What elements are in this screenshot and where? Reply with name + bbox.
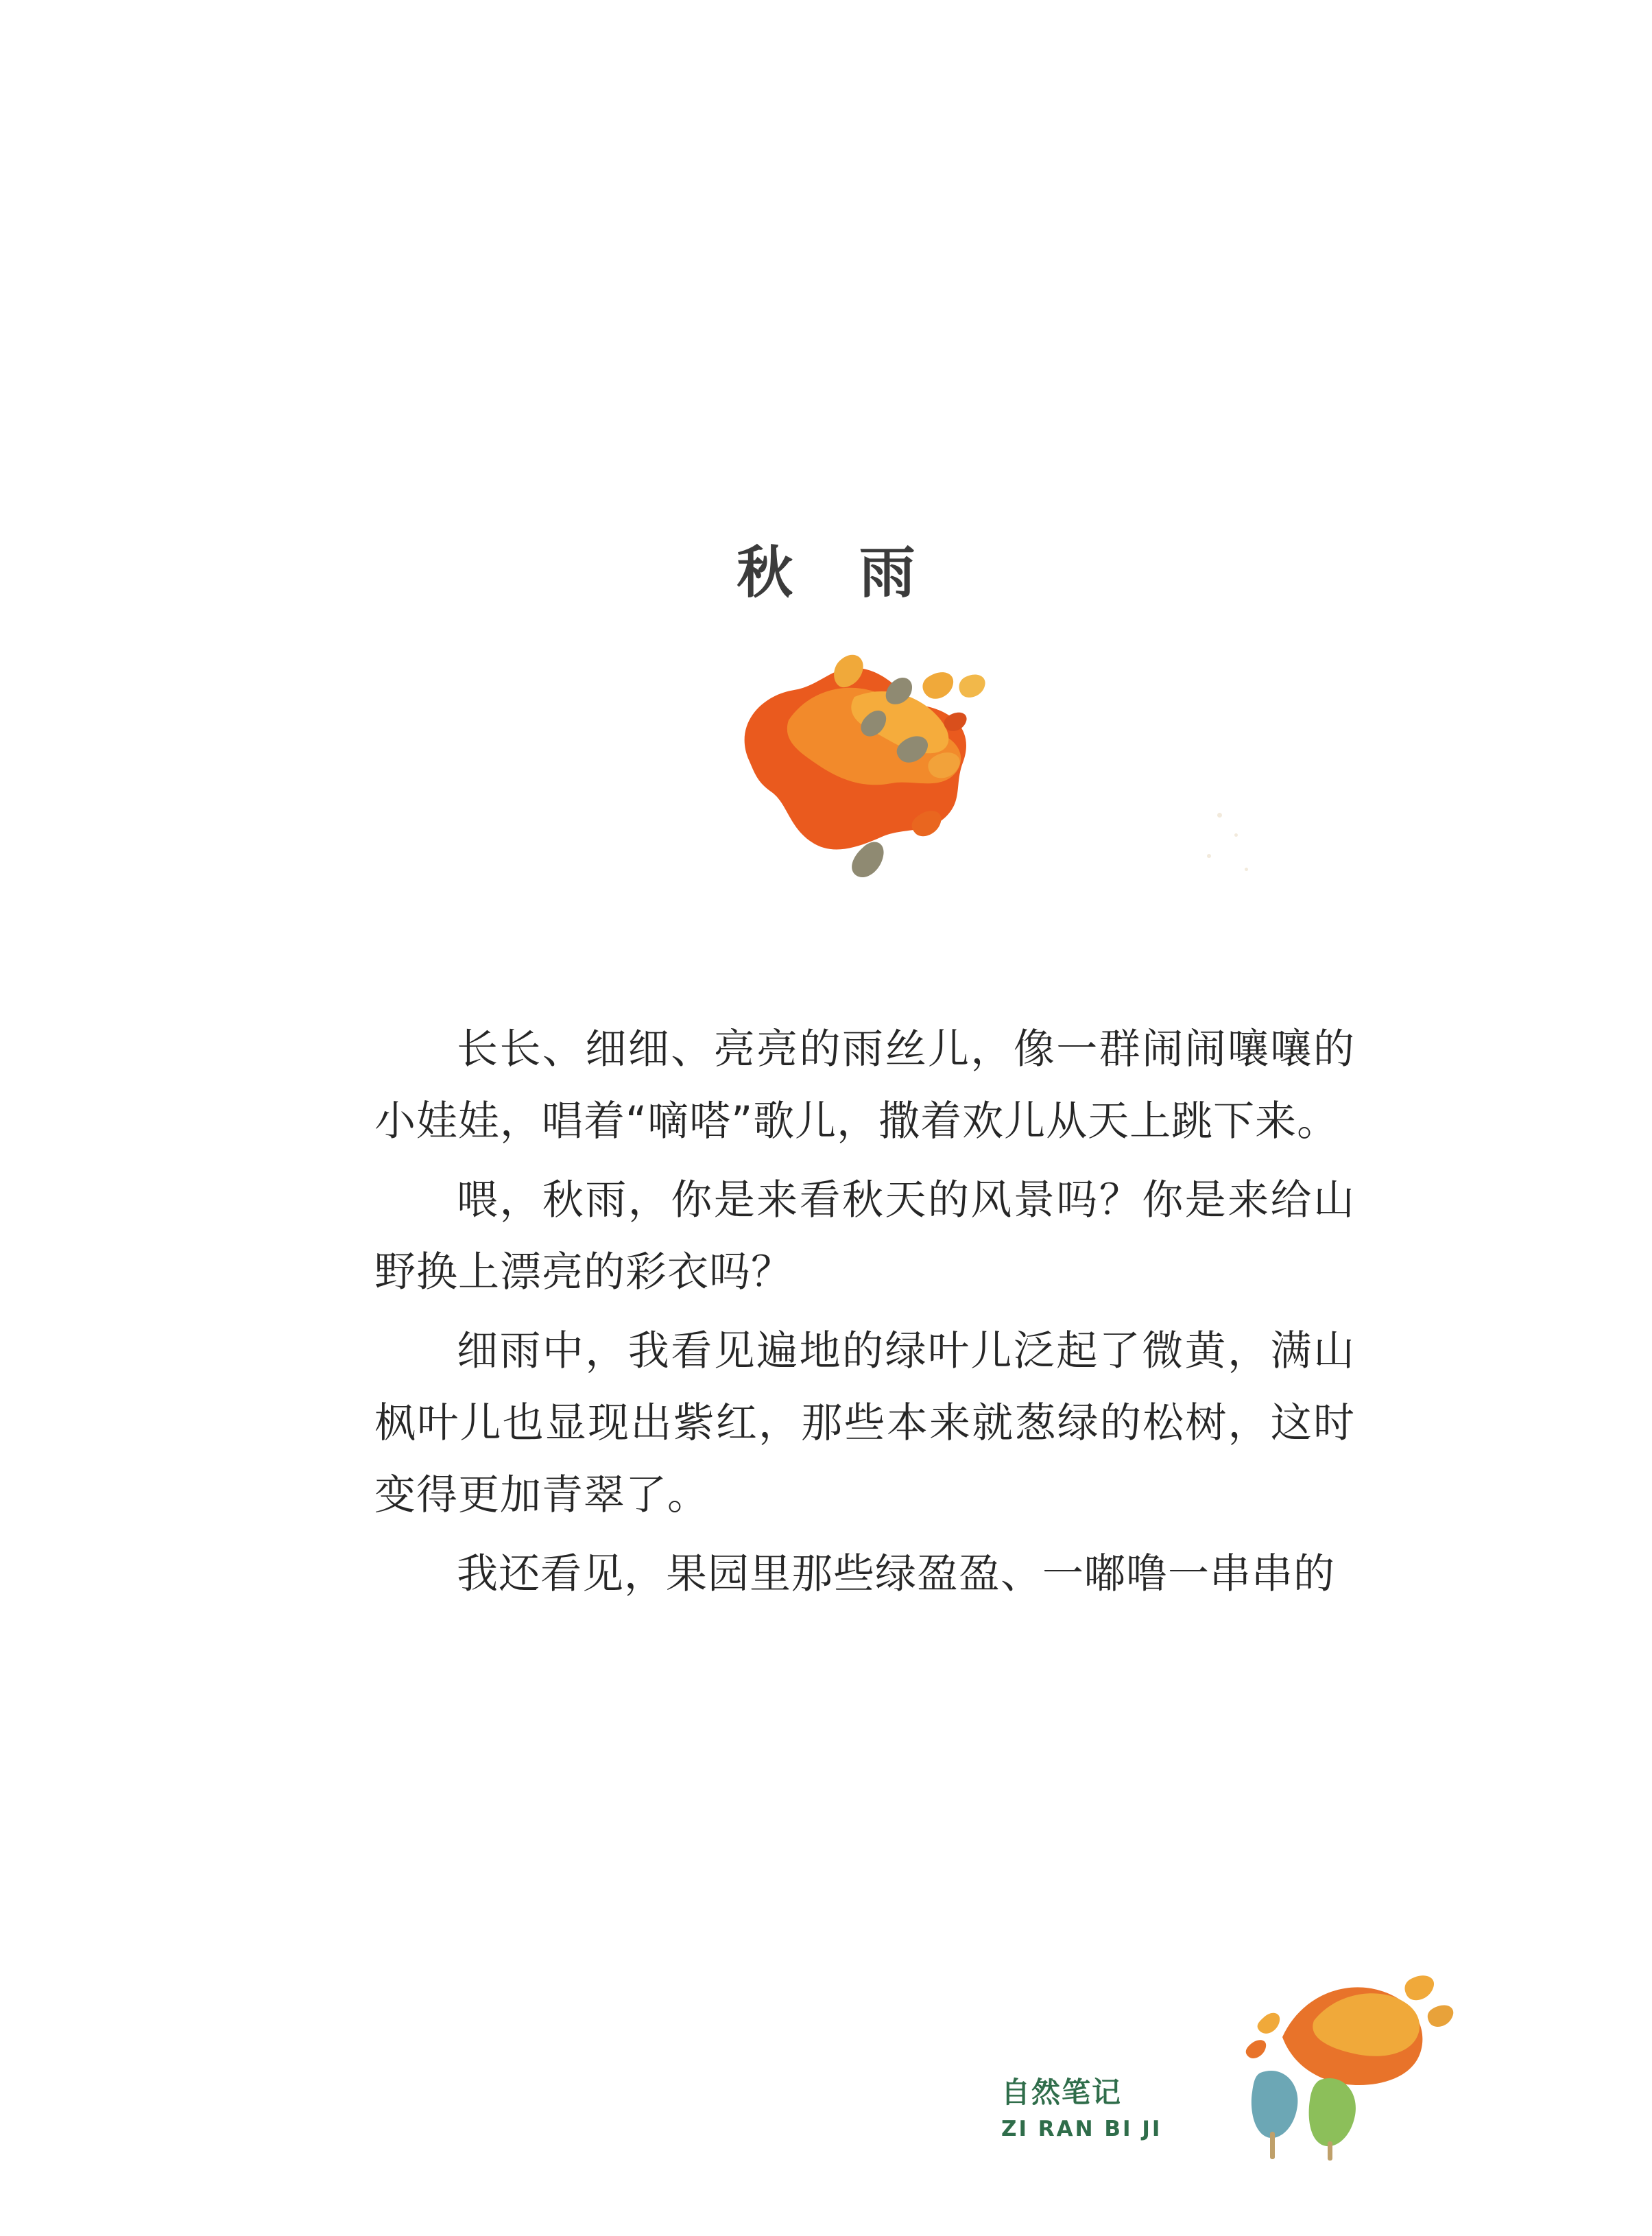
footer-brand-pinyin: ZI RAN BI JI [1001,2117,1162,2141]
autumn-leaves-splash-illustration [686,638,1056,926]
paper-speck [1245,868,1248,871]
footer-brand-cn: 自然笔记 [1001,2076,1123,2109]
footer [1001,2010,1509,2174]
page-title: 秋 雨 [737,540,939,606]
paper-speck [1234,833,1238,837]
footer-brand [1001,2070,1186,2141]
article-body [374,1014,1355,1617]
autumn-leaves-sprig-illustration [1180,1955,1468,2161]
paragraph: 喂，秋雨，你是来看秋天的风景吗？你是来给山野换上漂亮的彩衣吗？ [374,1176,1355,1296]
paragraph: 细雨中，我看见遍地的绿叶儿泛起了微黄，满山枫叶儿也显现出紫红，那些本来就葱绿的松树，这时变得更加青翠了。 [374,1327,1355,1519]
paper-speck [1217,813,1222,818]
paragraph: 长长、细细、亮亮的雨丝儿，像一群闹闹嚷嚷的小娃娃，唱着“嘀嗒”歌儿，撒着欢儿从天上跳下来。 [374,1025,1355,1145]
paragraph: 我还看见，果园里那些绿盈盈、一嘟噜一串串的 [457,1550,1335,1598]
paper-speck [1207,854,1211,858]
